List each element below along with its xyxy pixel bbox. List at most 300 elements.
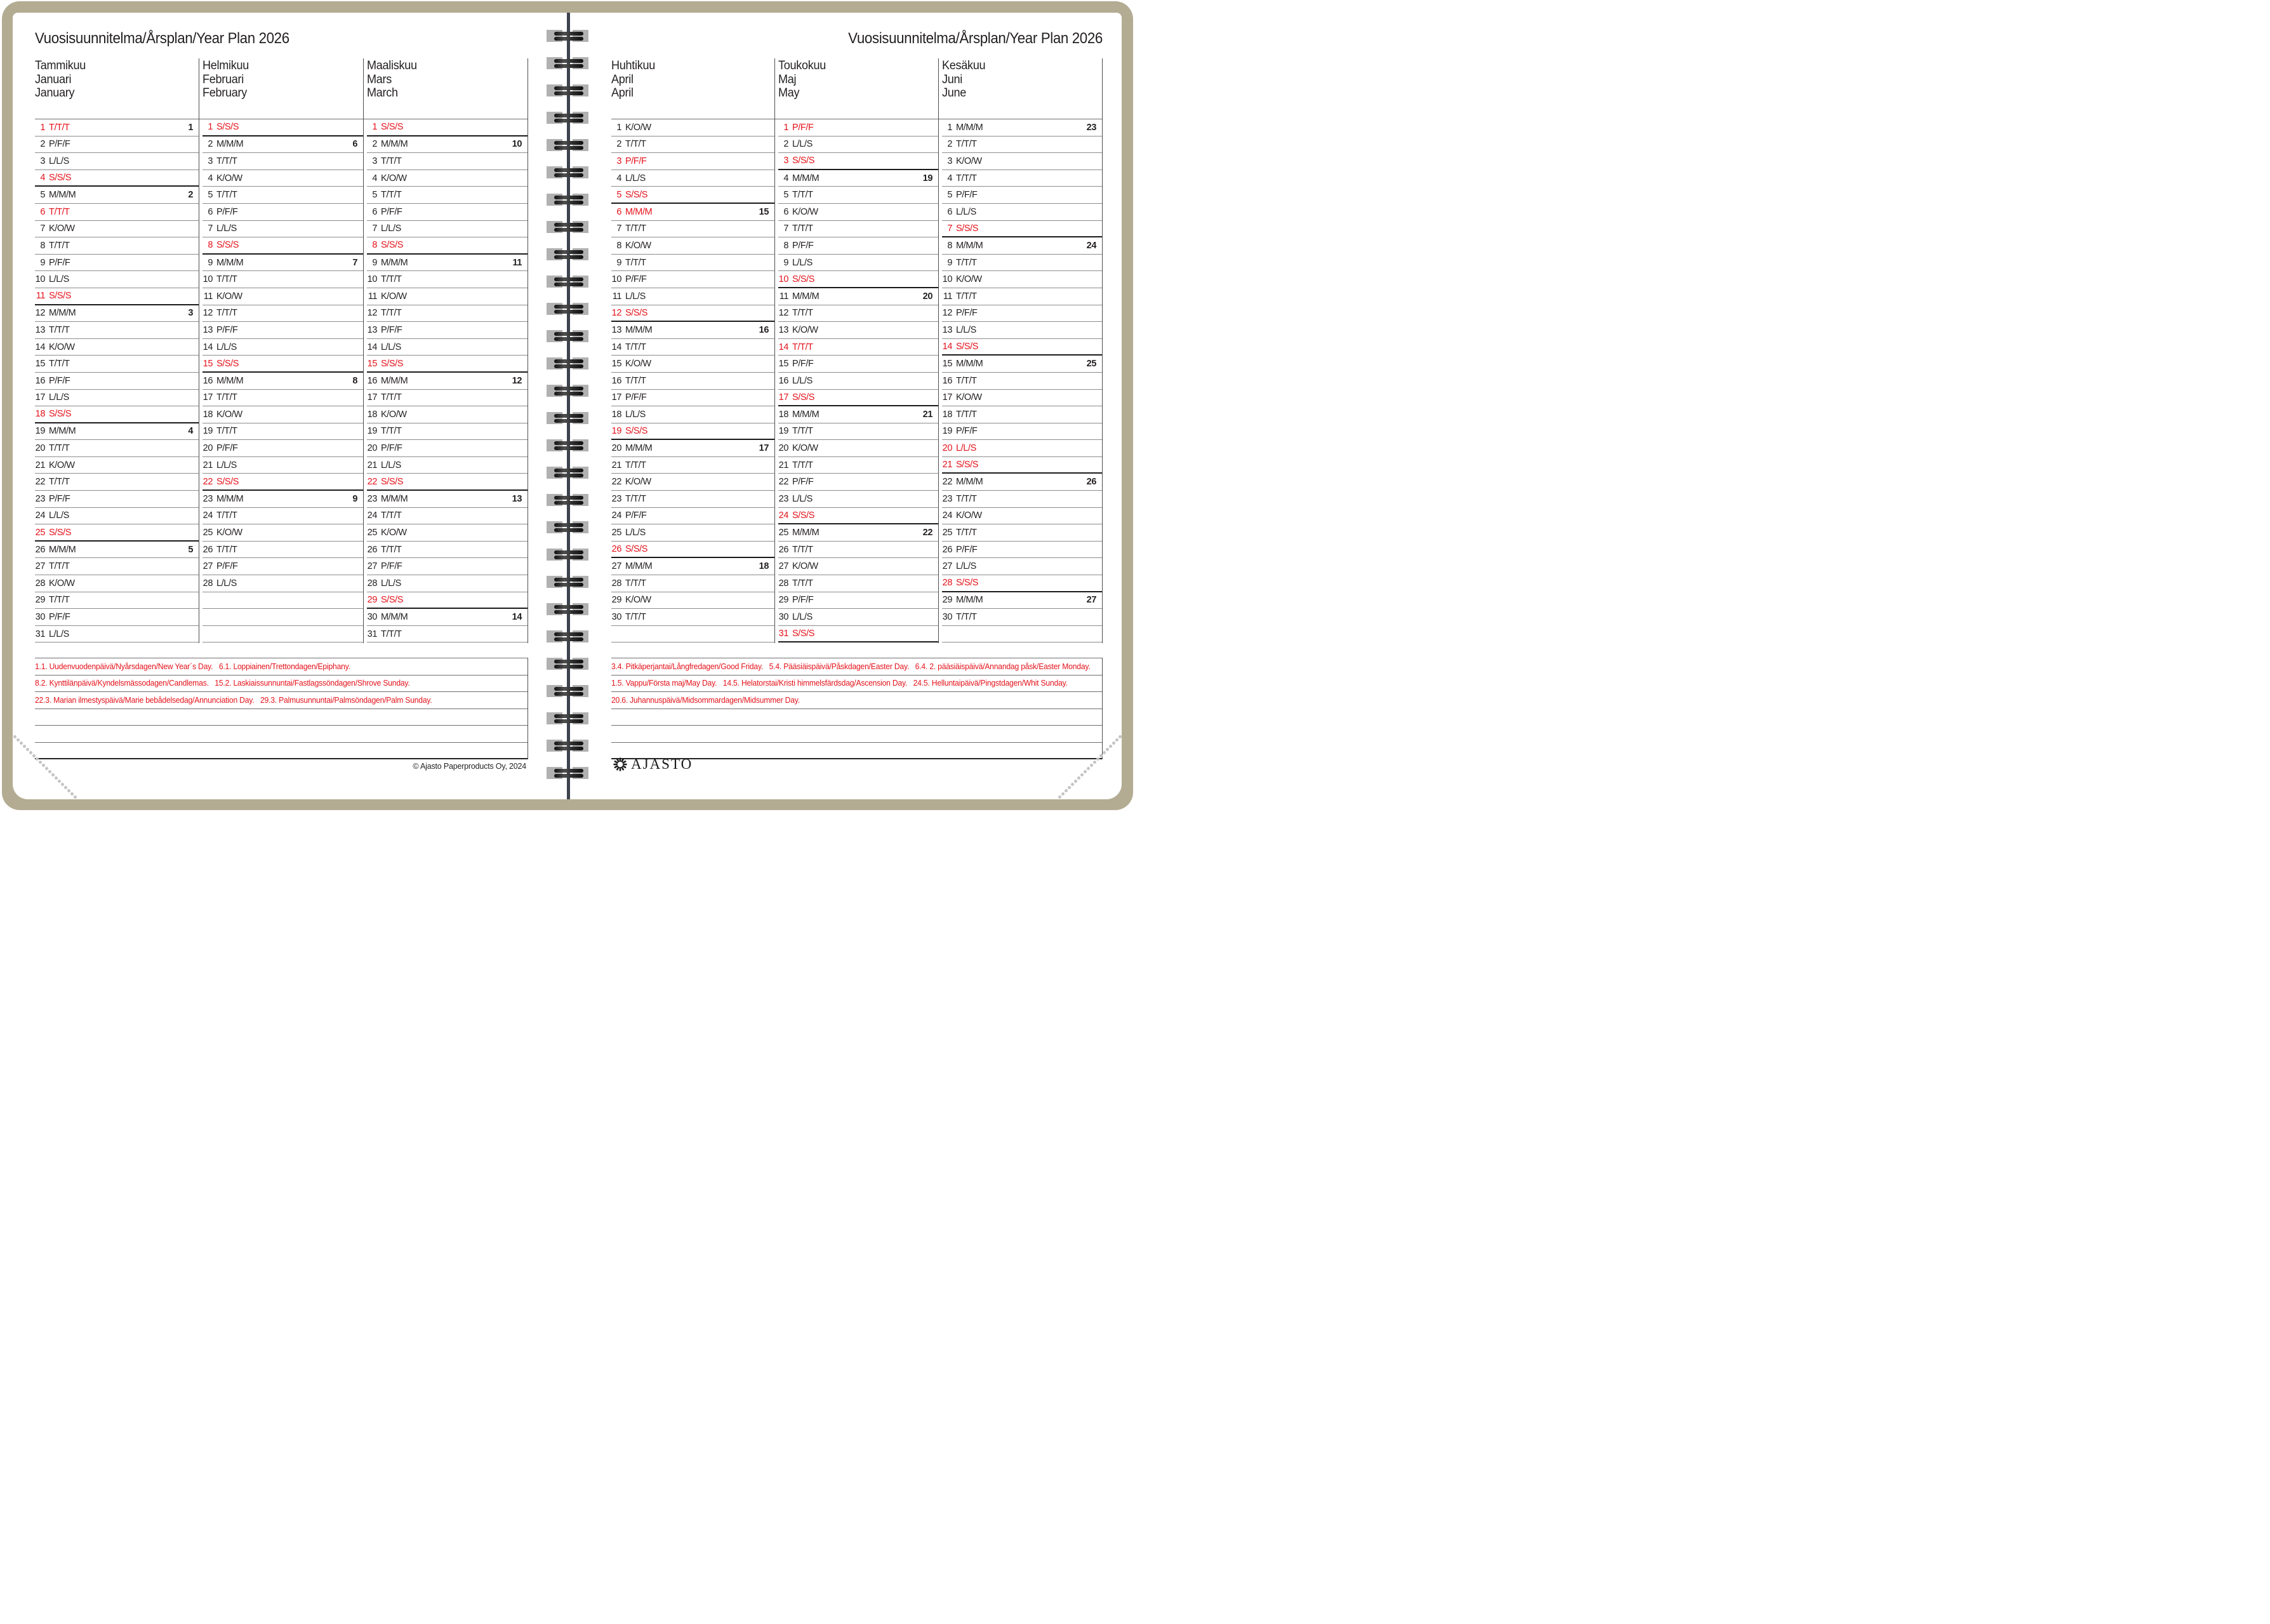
day-row [611,491,774,508]
day-number: 18 [942,409,952,420]
weekday-letters: M/M/M [381,375,408,386]
wire-upper [554,305,583,309]
month-name-line: April [611,86,634,100]
day-row [202,204,363,221]
weekday-letters: L/L/S [216,578,237,589]
day-number: 20 [202,443,213,454]
day-row [778,221,938,238]
page-title-right: Vuosisuunnitelma/Årsplan/Year Plan 2026 [848,30,1103,47]
day-row [35,356,199,373]
day-number: 5 [783,190,788,201]
weekday-letters: T/T/T [625,223,646,234]
footnote-row [35,743,528,760]
day-number: 12 [202,308,213,319]
weekday-letters: K/O/W [381,173,407,183]
day-row [35,542,199,559]
day-number: 10 [778,274,788,284]
month-column [35,58,199,643]
footnote-row [611,676,1102,693]
day-row [611,423,774,441]
day-number: 14 [942,342,952,352]
day-row [942,119,1102,136]
day-row [778,508,938,525]
perforation-dot [55,776,58,780]
month-name-line: May [778,86,800,100]
day-number: 21 [778,460,788,470]
day-number: 5 [40,190,45,201]
day-row [778,255,938,272]
weekday-letters: K/O/W [956,156,982,166]
day-number: 30 [611,612,621,623]
day-number: 11 [612,291,621,302]
weekday-letters: S/S/S [49,527,72,538]
perforation-dot [51,773,55,776]
day-row [202,255,363,272]
day-row [942,491,1102,508]
empty-day-row [611,626,774,643]
footnote-row [35,692,528,709]
footnote-text: 22.3. Marian ilmestyspäivä/Marie bebådelsedag/Annunciation Day. 29.3. Palmusunnuntai/Palmsöndagen/Palm Sunday. [35,695,432,705]
wire-lower [554,119,583,123]
spiral-loop [547,276,588,288]
day-row [35,373,199,390]
day-number: 11 [368,291,377,302]
day-number: 15 [202,358,213,369]
day-row [778,474,938,491]
empty-day-row [202,626,363,643]
day-number: 7 [616,223,621,234]
day-number: 16 [611,375,621,386]
weekday-letters: K/O/W [956,510,982,521]
week-number: 16 [759,324,769,335]
day-number: 5 [616,189,621,200]
day-number: 25 [35,527,45,538]
day-row [611,474,774,491]
day-number: 20 [367,443,377,454]
day-number: 8 [208,240,213,251]
day-row [942,558,1102,575]
sunburst-ray [621,759,623,762]
day-number: 10 [202,274,213,285]
weekday-letters: P/F/F [216,206,238,217]
weekday-letters: P/F/F [216,561,238,572]
wire-upper [554,359,583,363]
day-row [778,339,938,356]
day-number: 17 [942,392,952,403]
weekday-letters: T/T/T [956,139,977,150]
day-row [778,356,938,373]
day-row [367,339,528,356]
week-number: 12 [512,375,522,386]
day-row [367,187,528,204]
day-number: 2 [947,139,952,150]
month-names [611,58,774,100]
day-row [611,255,774,272]
day-row [611,221,774,238]
day-row [35,170,199,187]
spiral-loop [547,330,588,342]
day-number: 13 [778,324,788,335]
perforation-dot [1115,738,1118,742]
day-number: 26 [942,544,952,555]
day-number: 24 [942,510,952,521]
weekday-letters: M/M/M [49,308,76,319]
sunburst-icon [613,757,628,772]
weekday-letters: P/F/F [792,359,814,369]
perforation-dot [45,767,48,770]
day-number: 25 [611,528,621,538]
day-number: 21 [367,460,377,470]
wire-lower [554,337,583,341]
day-row [942,170,1102,187]
weekday-letters: T/T/T [792,190,813,201]
day-number: 22 [611,477,621,488]
day-number: 21 [942,460,952,470]
weekday-letters: P/F/F [956,426,978,437]
day-row [942,305,1102,323]
wire-lower [554,501,583,505]
perforation-dot [1087,767,1090,770]
weekday-letters: T/T/T [381,544,402,555]
day-row [202,542,363,559]
weekday-letters: S/S/S [792,629,815,639]
perforation-dot [42,764,45,767]
weekday-letters: M/M/M [216,257,244,268]
day-row [778,423,938,441]
day-number: 4 [40,173,45,183]
day-row [611,288,774,305]
day-number: 27 [367,561,377,572]
day-row [367,575,528,592]
month-day-grid [939,119,1102,642]
weekday-letters: T/T/T [49,206,70,217]
day-row [367,390,528,407]
perforation-dot [17,738,20,742]
month-name-line: Januari [35,72,72,86]
wire-upper [554,114,583,117]
day-number: 10 [942,274,952,285]
spiral-loop [547,30,588,42]
weekday-letters: K/O/W [216,528,242,538]
day-row [611,187,774,204]
weekday-letters: M/M/M [625,561,653,572]
weekday-letters: L/L/S [625,173,646,183]
wire-lower [554,747,583,750]
weekday-letters: P/F/F [625,392,647,403]
weekday-letters: T/T/T [49,595,70,606]
day-number: 8 [40,240,45,251]
day-row [202,508,363,525]
spiral-loop [547,303,588,315]
day-row [778,305,938,323]
weekday-letters: L/L/S [956,561,976,572]
day-number: 15 [778,359,788,369]
day-number: 29 [367,594,377,605]
day-row [202,339,363,356]
day-number: 25 [202,528,213,538]
weekday-letters: L/L/S [49,629,69,639]
month-name-line: Kesäkuu [942,59,986,72]
day-row [202,221,363,238]
day-row [367,237,528,255]
wire-upper [554,578,583,582]
month-names [199,58,363,100]
wire-lower [554,91,583,95]
sunburst-ray [614,761,618,763]
perforation-dot [1080,773,1084,776]
day-number: 1 [372,122,377,133]
day-row [942,390,1102,407]
day-number: 22 [367,476,377,487]
wire-lower [554,255,583,259]
day-row [778,187,938,204]
spiral-loop [547,712,588,724]
weekday-letters: S/S/S [625,425,648,436]
weekday-letters: P/F/F [625,274,647,285]
weekday-letters: K/O/W [792,324,818,335]
day-row [611,271,774,288]
weekday-letters: S/S/S [49,291,72,302]
day-number: 14 [611,342,621,352]
day-number: 15 [611,359,621,369]
day-row [35,609,199,626]
day-number: 9 [372,257,377,268]
week-number: 9 [352,493,357,504]
day-row [35,406,199,423]
day-row [35,255,199,272]
footnote-row [35,726,528,743]
day-row [942,322,1102,339]
day-number: 2 [616,139,621,150]
weekday-letters: T/T/T [216,510,237,521]
wire-lower [554,419,583,423]
weekday-letters: T/T/T [625,139,646,150]
footnote-row [611,726,1102,743]
wire-lower [554,392,583,396]
day-row [35,491,199,508]
spiral-loop [547,248,588,260]
weekday-letters: M/M/M [49,544,76,555]
day-number: 11 [203,291,213,302]
weekday-letters: L/L/S [625,409,646,420]
day-row [778,390,938,407]
day-row [35,322,199,339]
day-row [942,508,1102,525]
weekday-letters: P/F/F [792,122,814,133]
sunburst-ray [623,766,626,768]
left-page [35,14,528,798]
day-number: 2 [783,139,788,150]
day-row [611,339,774,356]
perforation-dot [13,735,17,738]
footnote-text: 1.1. Uudenvuodenpäivä/Nyårsdagen/New Year´s Day. 6.1. Loppiainen/Trettondagen/Epiphany. [35,662,350,671]
weekday-letters: T/T/T [216,156,237,166]
weekday-letters: M/M/M [792,291,820,302]
weekday-letters: L/L/S [216,342,237,352]
day-row [942,204,1102,221]
sunburst-ray [621,767,623,770]
weekday-letters: P/F/F [49,257,70,268]
week-number: 24 [1086,240,1096,251]
day-row [611,406,774,423]
weekday-letters: T/T/T [625,375,646,386]
day-row [35,237,199,255]
day-row [778,592,938,609]
day-number: 16 [202,375,213,386]
month-column [199,58,364,643]
day-number: 14 [367,342,377,352]
day-number: 27 [778,561,788,572]
day-number: 16 [35,375,45,386]
weekday-letters: T/T/T [49,477,70,488]
weekday-letters: P/F/F [381,324,402,335]
day-number: 18 [778,409,788,420]
day-number: 12 [778,308,788,319]
day-number: 18 [611,409,621,420]
weekday-letters: T/T/T [381,510,402,521]
right-page [611,14,1103,798]
day-row [942,237,1102,255]
month-name-line: Juni [942,72,962,86]
weekday-letters: T/T/T [956,257,977,268]
month-name-line: Toukokuu [778,59,826,72]
wire-upper [554,168,583,172]
weekday-letters: T/T/T [216,392,237,403]
weekday-letters: P/F/F [625,510,647,521]
weekday-letters: P/F/F [956,308,978,319]
weekday-letters: K/O/W [49,460,75,470]
day-row [367,524,528,542]
weekday-letters: K/O/W [216,173,242,183]
day-number: 25 [942,528,952,538]
day-number: 13 [35,324,45,335]
wire-upper [554,387,583,390]
weekday-letters: T/T/T [625,342,646,352]
weekday-letters: P/F/F [49,139,70,150]
week-number: 22 [922,528,933,538]
day-row [367,558,528,575]
weekday-letters: T/T/T [956,493,977,504]
day-number: 9 [208,257,213,268]
day-number: 30 [35,612,45,623]
week-number: 11 [512,257,522,268]
weekday-letters: L/L/S [792,612,813,623]
day-number: 17 [611,392,621,403]
day-number: 8 [372,240,377,251]
day-row [202,423,363,441]
month-day-grid [364,119,528,642]
day-row [367,626,528,643]
day-number: 14 [35,342,45,352]
day-row [942,406,1102,423]
wire-upper [554,469,583,472]
day-number: 21 [35,460,45,470]
spiral-loop [547,603,588,615]
day-number: 18 [35,409,45,420]
weekday-letters: L/L/S [956,324,976,335]
day-row [611,119,774,136]
weekday-letters: M/M/M [49,190,76,201]
weekday-letters: K/O/W [956,274,982,285]
day-row [202,575,363,592]
weekday-letters: T/T/T [49,443,70,454]
weekday-letters: M/M/M [381,493,408,504]
day-row [35,271,199,288]
day-number: 7 [40,223,45,234]
day-number: 6 [783,206,788,217]
weekday-letters: P/F/F [381,443,402,454]
perforation-dot [23,745,26,748]
day-number: 16 [942,375,952,386]
day-number: 7 [208,223,213,234]
day-number: 26 [367,544,377,555]
weekday-letters: K/O/W [625,359,651,369]
spiral-loop [547,357,588,369]
day-row [367,221,528,238]
day-number: 31 [35,629,45,639]
brand-name: AJASTO [631,756,693,772]
day-number: 18 [202,409,213,420]
week-number: 3 [188,308,193,319]
wire-upper [554,687,583,691]
footnote-row [35,658,528,676]
weekday-letters: L/L/S [49,510,69,521]
weekday-letters: L/L/S [792,139,813,150]
weekday-letters: S/S/S [381,476,404,487]
weekday-letters: T/T/T [625,578,646,589]
weekday-letters: P/F/F [49,612,70,623]
day-row [35,626,199,643]
wire-upper [554,141,583,145]
weekday-letters: L/L/S [381,342,401,352]
day-row [35,592,199,609]
weekday-letters: T/T/T [381,190,402,201]
weekday-letters: M/M/M [956,122,983,133]
weekday-letters: L/L/S [792,375,813,386]
weekday-letters: T/T/T [792,308,813,319]
month-day-grid [611,119,774,642]
day-number: 4 [616,173,621,183]
spiral-loop [547,412,588,424]
day-row [35,153,199,170]
weekday-letters: T/T/T [792,544,813,555]
wire-upper [554,196,583,199]
weekday-letters: L/L/S [956,443,976,454]
day-number: 13 [611,324,621,335]
weekday-letters: T/T/T [381,274,402,285]
day-row [35,474,199,491]
day-row [35,339,199,356]
day-number: 29 [611,595,621,606]
day-number: 19 [35,426,45,437]
perforation-dot [1074,780,1077,783]
day-row [942,524,1102,542]
day-number: 15 [35,359,45,369]
day-row [778,524,938,542]
weekday-letters: L/L/S [381,460,401,470]
day-row [778,373,938,390]
wire-upper [554,250,583,254]
weekday-letters: M/M/M [956,240,983,251]
day-row [611,305,774,323]
month-name-line: Helmikuu [202,59,249,72]
wire-lower [554,583,583,587]
day-row [367,373,528,390]
spiral-loop [547,685,588,697]
weekday-letters: S/S/S [381,594,404,605]
day-number: 10 [35,274,45,285]
day-number: 16 [778,375,788,386]
